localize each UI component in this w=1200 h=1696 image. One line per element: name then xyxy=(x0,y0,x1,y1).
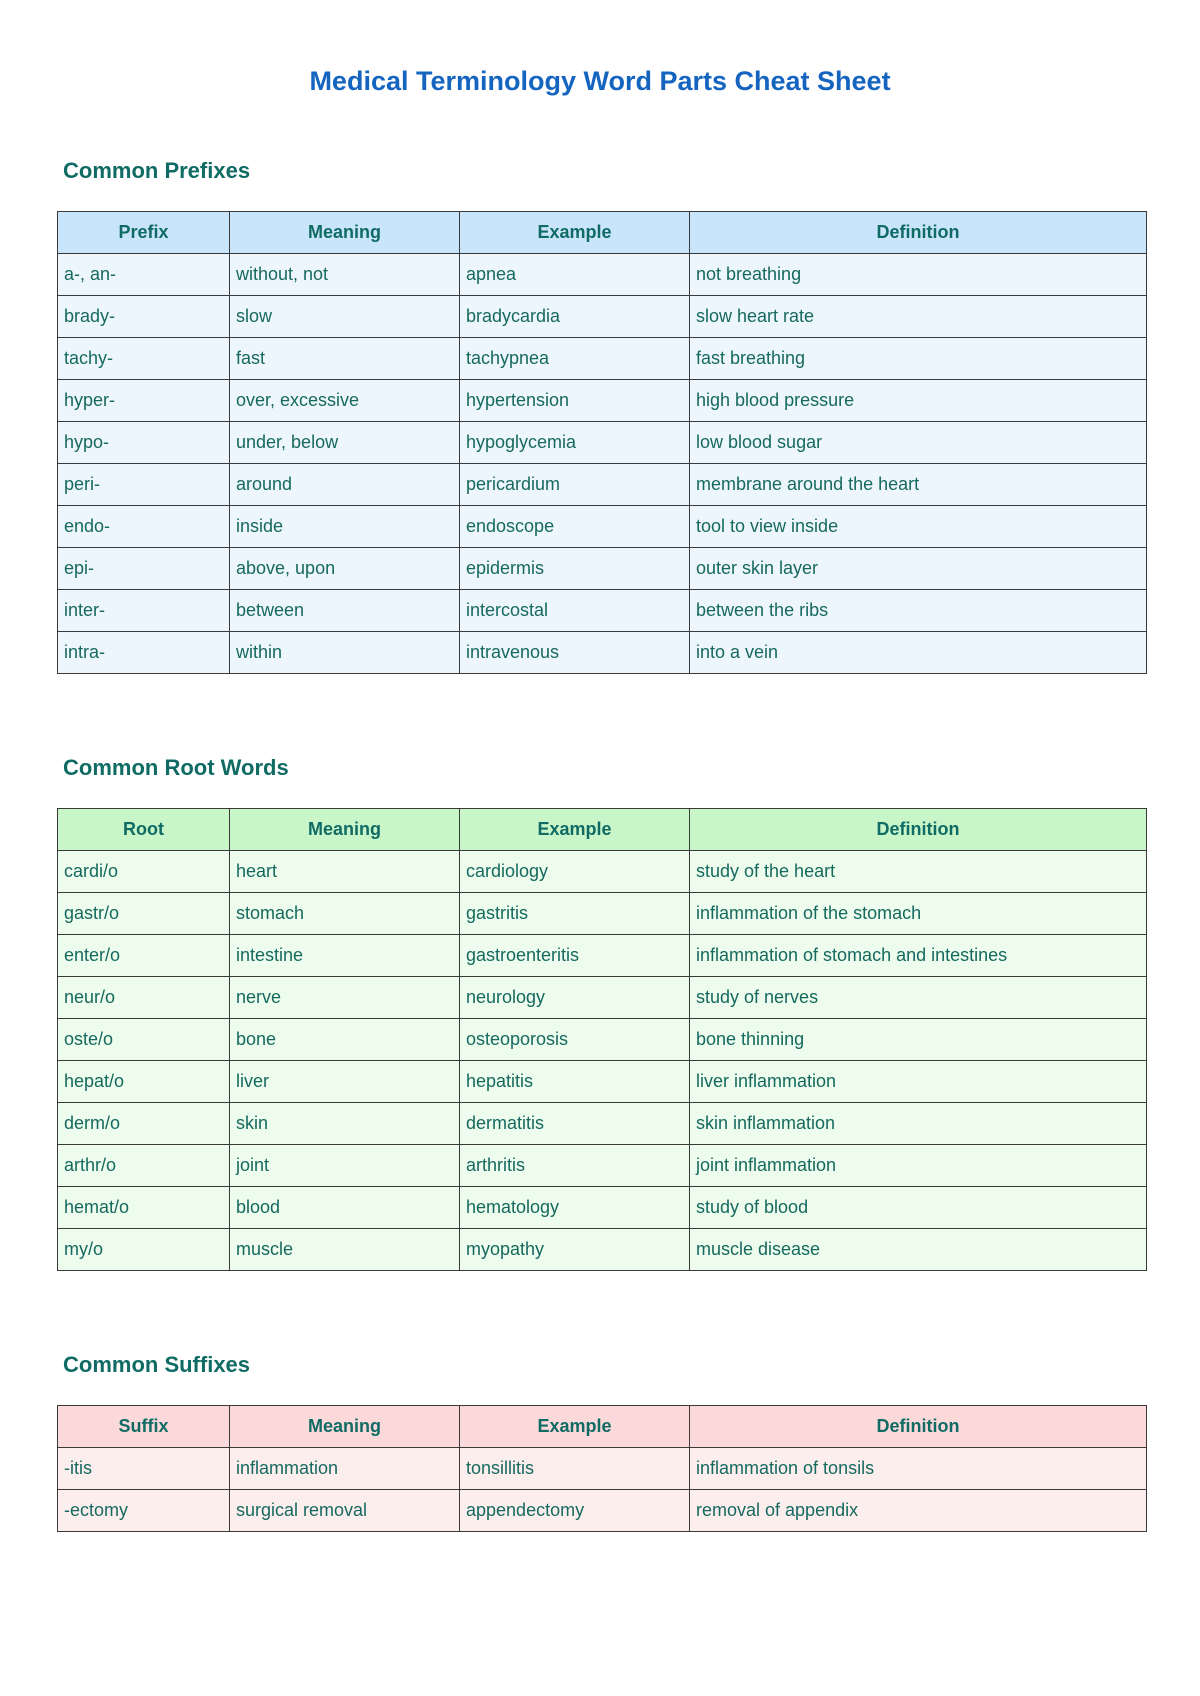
cell-meaning: liver xyxy=(230,1061,460,1103)
cell-example: neurology xyxy=(460,977,690,1019)
section-title-root-words: Common Root Words xyxy=(63,755,289,780)
cell-word-part: intra- xyxy=(58,632,230,674)
cell-definition: bone thinning xyxy=(690,1019,1147,1061)
cell-word-part: -ectomy xyxy=(58,1490,230,1532)
table-row xyxy=(58,935,1147,977)
cell-definition: low blood sugar xyxy=(690,422,1147,464)
cell-example: intercostal xyxy=(460,590,690,632)
cell-definition: removal of appendix xyxy=(690,1490,1147,1532)
page-title: Medical Terminology Word Parts Cheat Sheet xyxy=(309,66,891,96)
cell-example: gastritis xyxy=(460,893,690,935)
cell-word-part: endo- xyxy=(58,506,230,548)
table-row xyxy=(58,1103,1147,1145)
cell-example: bradycardia xyxy=(460,296,690,338)
cell-meaning: heart xyxy=(230,851,460,893)
cell-example: endoscope xyxy=(460,506,690,548)
table-row xyxy=(58,851,1147,893)
column-header-definition: Definition xyxy=(690,809,1147,851)
column-header-example: Example xyxy=(460,212,690,254)
table-row xyxy=(58,1187,1147,1229)
cell-meaning: stomach xyxy=(230,893,460,935)
cell-example: tachypnea xyxy=(460,338,690,380)
table-row xyxy=(58,380,1147,422)
section-title-suffixes: Common Suffixes xyxy=(63,1352,251,1377)
cell-definition: tool to view inside xyxy=(690,506,1147,548)
table-row xyxy=(58,1145,1147,1187)
cell-word-part: brady- xyxy=(58,296,230,338)
column-header-word-part: Root xyxy=(58,809,230,851)
cell-example: cardiology xyxy=(460,851,690,893)
cell-word-part: a-, an- xyxy=(58,254,230,296)
cell-example: epidermis xyxy=(460,548,690,590)
column-header-definition: Definition xyxy=(690,212,1147,254)
cell-definition: study of the heart xyxy=(690,851,1147,893)
cell-example: apnea xyxy=(460,254,690,296)
table-row xyxy=(58,254,1147,296)
cell-example: gastroenteritis xyxy=(460,935,690,977)
cell-example: hepatitis xyxy=(460,1061,690,1103)
cell-definition: study of blood xyxy=(690,1187,1147,1229)
cell-meaning: slow xyxy=(230,296,460,338)
cell-definition: membrane around the heart xyxy=(690,464,1147,506)
cell-word-part: neur/o xyxy=(58,977,230,1019)
cell-example: tonsillitis xyxy=(460,1448,690,1490)
table-row xyxy=(58,590,1147,632)
table-row xyxy=(58,977,1147,1019)
cell-definition: between the ribs xyxy=(690,590,1147,632)
cell-meaning: without, not xyxy=(230,254,460,296)
cell-word-part: gastr/o xyxy=(58,893,230,935)
cell-definition: outer skin layer xyxy=(690,548,1147,590)
cell-meaning: bone xyxy=(230,1019,460,1061)
table-row xyxy=(58,1019,1147,1061)
cell-meaning: above, upon xyxy=(230,548,460,590)
cell-definition: not breathing xyxy=(690,254,1147,296)
column-header-example: Example xyxy=(460,1406,690,1448)
column-header-example: Example xyxy=(460,809,690,851)
cell-word-part: peri- xyxy=(58,464,230,506)
cell-word-part: hyper- xyxy=(58,380,230,422)
cell-word-part: derm/o xyxy=(58,1103,230,1145)
cell-definition: study of nerves xyxy=(690,977,1147,1019)
table-row xyxy=(58,338,1147,380)
suffixes-table xyxy=(57,1405,1147,1532)
cell-meaning: nerve xyxy=(230,977,460,1019)
cell-example: dermatitis xyxy=(460,1103,690,1145)
column-header-meaning: Meaning xyxy=(230,809,460,851)
cell-definition: inflammation of stomach and intestines xyxy=(690,935,1147,977)
root-words-table xyxy=(57,808,1147,1271)
table-row xyxy=(58,893,1147,935)
cell-word-part: hemat/o xyxy=(58,1187,230,1229)
cell-meaning: surgical removal xyxy=(230,1490,460,1532)
cell-example: hematology xyxy=(460,1187,690,1229)
cell-definition: into a vein xyxy=(690,632,1147,674)
table-header-row xyxy=(58,809,1147,851)
cell-meaning: inside xyxy=(230,506,460,548)
table-row xyxy=(58,296,1147,338)
cell-word-part: cardi/o xyxy=(58,851,230,893)
cell-word-part: epi- xyxy=(58,548,230,590)
cell-meaning: muscle xyxy=(230,1229,460,1271)
cell-definition: joint inflammation xyxy=(690,1145,1147,1187)
cell-example: arthritis xyxy=(460,1145,690,1187)
cell-definition: liver inflammation xyxy=(690,1061,1147,1103)
cell-example: intravenous xyxy=(460,632,690,674)
cell-definition: fast breathing xyxy=(690,338,1147,380)
cell-meaning: skin xyxy=(230,1103,460,1145)
cell-word-part: oste/o xyxy=(58,1019,230,1061)
cell-meaning: intestine xyxy=(230,935,460,977)
cell-word-part: hypo- xyxy=(58,422,230,464)
cell-example: hypertension xyxy=(460,380,690,422)
cell-definition: slow heart rate xyxy=(690,296,1147,338)
cell-meaning: blood xyxy=(230,1187,460,1229)
cell-word-part: -itis xyxy=(58,1448,230,1490)
cell-definition: inflammation of the stomach xyxy=(690,893,1147,935)
cell-meaning: over, excessive xyxy=(230,380,460,422)
cell-word-part: inter- xyxy=(58,590,230,632)
column-header-meaning: Meaning xyxy=(230,1406,460,1448)
cell-word-part: tachy- xyxy=(58,338,230,380)
cell-meaning: fast xyxy=(230,338,460,380)
cell-definition: muscle disease xyxy=(690,1229,1147,1271)
table-row xyxy=(58,1061,1147,1103)
column-header-meaning: Meaning xyxy=(230,212,460,254)
table-row xyxy=(58,1448,1147,1490)
cell-meaning: joint xyxy=(230,1145,460,1187)
cell-example: osteoporosis xyxy=(460,1019,690,1061)
cell-example: appendectomy xyxy=(460,1490,690,1532)
prefixes-table xyxy=(57,211,1147,674)
table-row xyxy=(58,632,1147,674)
cell-definition: inflammation of tonsils xyxy=(690,1448,1147,1490)
table-row xyxy=(58,506,1147,548)
cell-example: hypoglycemia xyxy=(460,422,690,464)
column-header-word-part: Prefix xyxy=(58,212,230,254)
cell-word-part: enter/o xyxy=(58,935,230,977)
cell-example: pericardium xyxy=(460,464,690,506)
cell-word-part: hepat/o xyxy=(58,1061,230,1103)
cell-definition: skin inflammation xyxy=(690,1103,1147,1145)
table-row xyxy=(58,422,1147,464)
table-row xyxy=(58,1229,1147,1271)
table-row xyxy=(58,1490,1147,1532)
column-header-word-part: Suffix xyxy=(58,1406,230,1448)
cell-example: myopathy xyxy=(460,1229,690,1271)
cell-meaning: under, below xyxy=(230,422,460,464)
cell-meaning: between xyxy=(230,590,460,632)
section-title-prefixes: Common Prefixes xyxy=(63,158,251,183)
cell-meaning: within xyxy=(230,632,460,674)
cell-meaning: inflammation xyxy=(230,1448,460,1490)
cell-meaning: around xyxy=(230,464,460,506)
table-header-row xyxy=(58,212,1147,254)
table-row xyxy=(58,548,1147,590)
table-row xyxy=(58,464,1147,506)
cell-definition: high blood pressure xyxy=(690,380,1147,422)
cell-word-part: arthr/o xyxy=(58,1145,230,1187)
table-header-row xyxy=(58,1406,1147,1448)
column-header-definition: Definition xyxy=(690,1406,1147,1448)
cell-word-part: my/o xyxy=(58,1229,230,1271)
